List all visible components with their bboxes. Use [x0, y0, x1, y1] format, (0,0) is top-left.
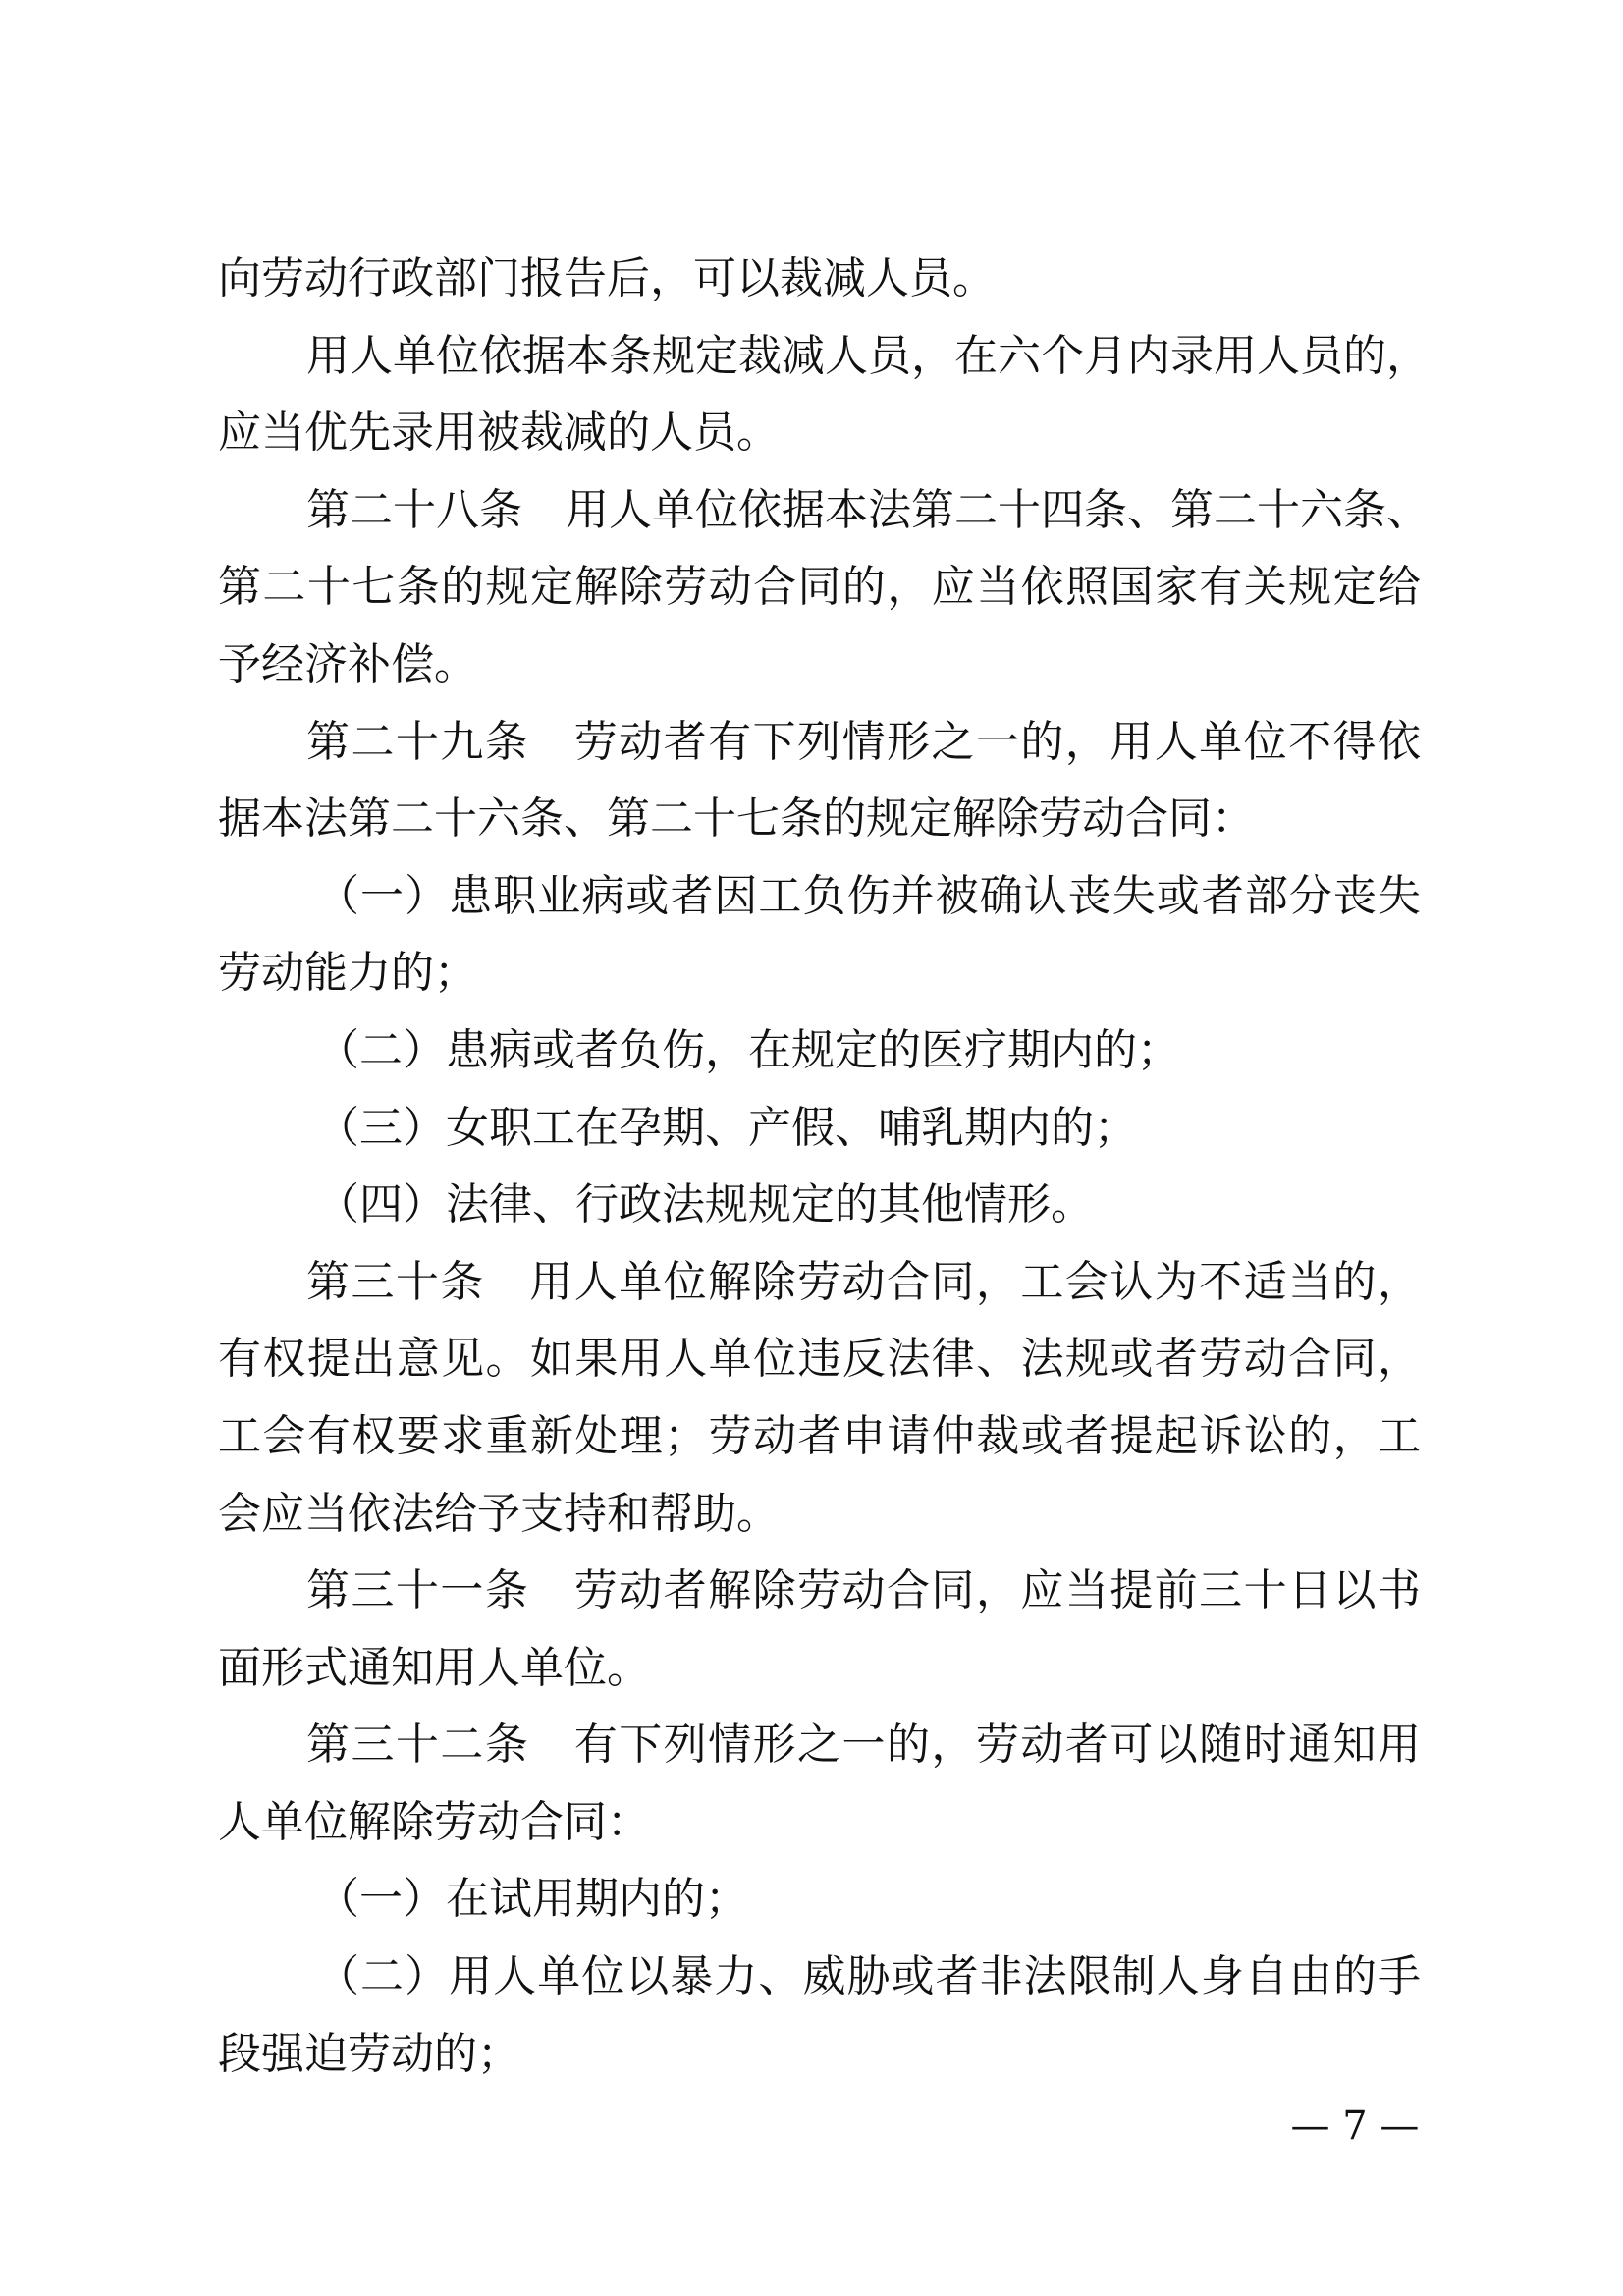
article-29-heading-line: 第二十九条 劳动者有下列情形之一的，用人单位不得依 [306, 716, 1421, 767]
page-number: — 7 — [1290, 2104, 1420, 2149]
text-line-21: 人单位解除劳动合同： [218, 1796, 650, 1847]
article-30-heading-line: 第三十条 用人单位解除劳动合同，工会认为不适当的， [306, 1256, 1421, 1307]
list-item-2: （二）患病或者负伤，在规定的医疗期内的； [316, 1024, 1180, 1075]
list-item-4: （四）法律、行政法规规定的其他情形。 [316, 1179, 1094, 1230]
list-item-6: （二）用人单位以暴力、威胁或者非法限制人身自由的手 [316, 1951, 1421, 2002]
text-line-10: 劳动能力的； [218, 948, 477, 999]
document-body [218, 241, 1430, 2093]
list-item-1: （一）患职业病或者因工负伤并被确认丧失或者部分丧失 [316, 870, 1421, 921]
text-line-19: 面形式通知用人单位。 [218, 1642, 650, 1693]
text-line-15: 有权提出意见。如果用人单位违反法律、法规或者劳动合同， [218, 1334, 1421, 1385]
text-line-24: 段强迫劳动的； [218, 2028, 520, 2079]
text-line-2: 用人单位依据本条规定裁减人员，在六个月内录用人员的， [306, 330, 1430, 381]
text-line-1: 向劳动行政部门报告后，可以裁减人员。 [218, 253, 996, 303]
text-line-3: 应当优先录用被裁减的人员。 [218, 408, 780, 459]
article-28-heading-line: 第二十八条 用人单位依据本法第二十四条、第二十六条、 [306, 484, 1430, 535]
text-line-17: 会应当依法给予支持和帮助。 [218, 1488, 780, 1539]
article-31-heading-line: 第三十一条 劳动者解除劳动合同，应当提前三十日以书 [306, 1565, 1421, 1616]
list-item-3: （三）女职工在孕期、产假、哺乳期内的； [316, 1102, 1137, 1153]
list-item-5: （一）在试用期内的； [316, 1874, 748, 1925]
text-line-6: 予经济补偿。 [218, 638, 477, 689]
text-line-16: 工会有权要求重新处理；劳动者申请仲裁或者提起诉讼的，工 [218, 1410, 1421, 1461]
article-32-heading-line: 第三十二条 有下列情形之一的，劳动者可以随时通知用 [306, 1720, 1421, 1771]
text-line-5: 第二十七条的规定解除劳动合同的，应当依照国家有关规定给 [218, 562, 1421, 613]
text-line-8: 据本法第二十六条、第二十七条的规定解除劳动合同： [218, 793, 1255, 845]
